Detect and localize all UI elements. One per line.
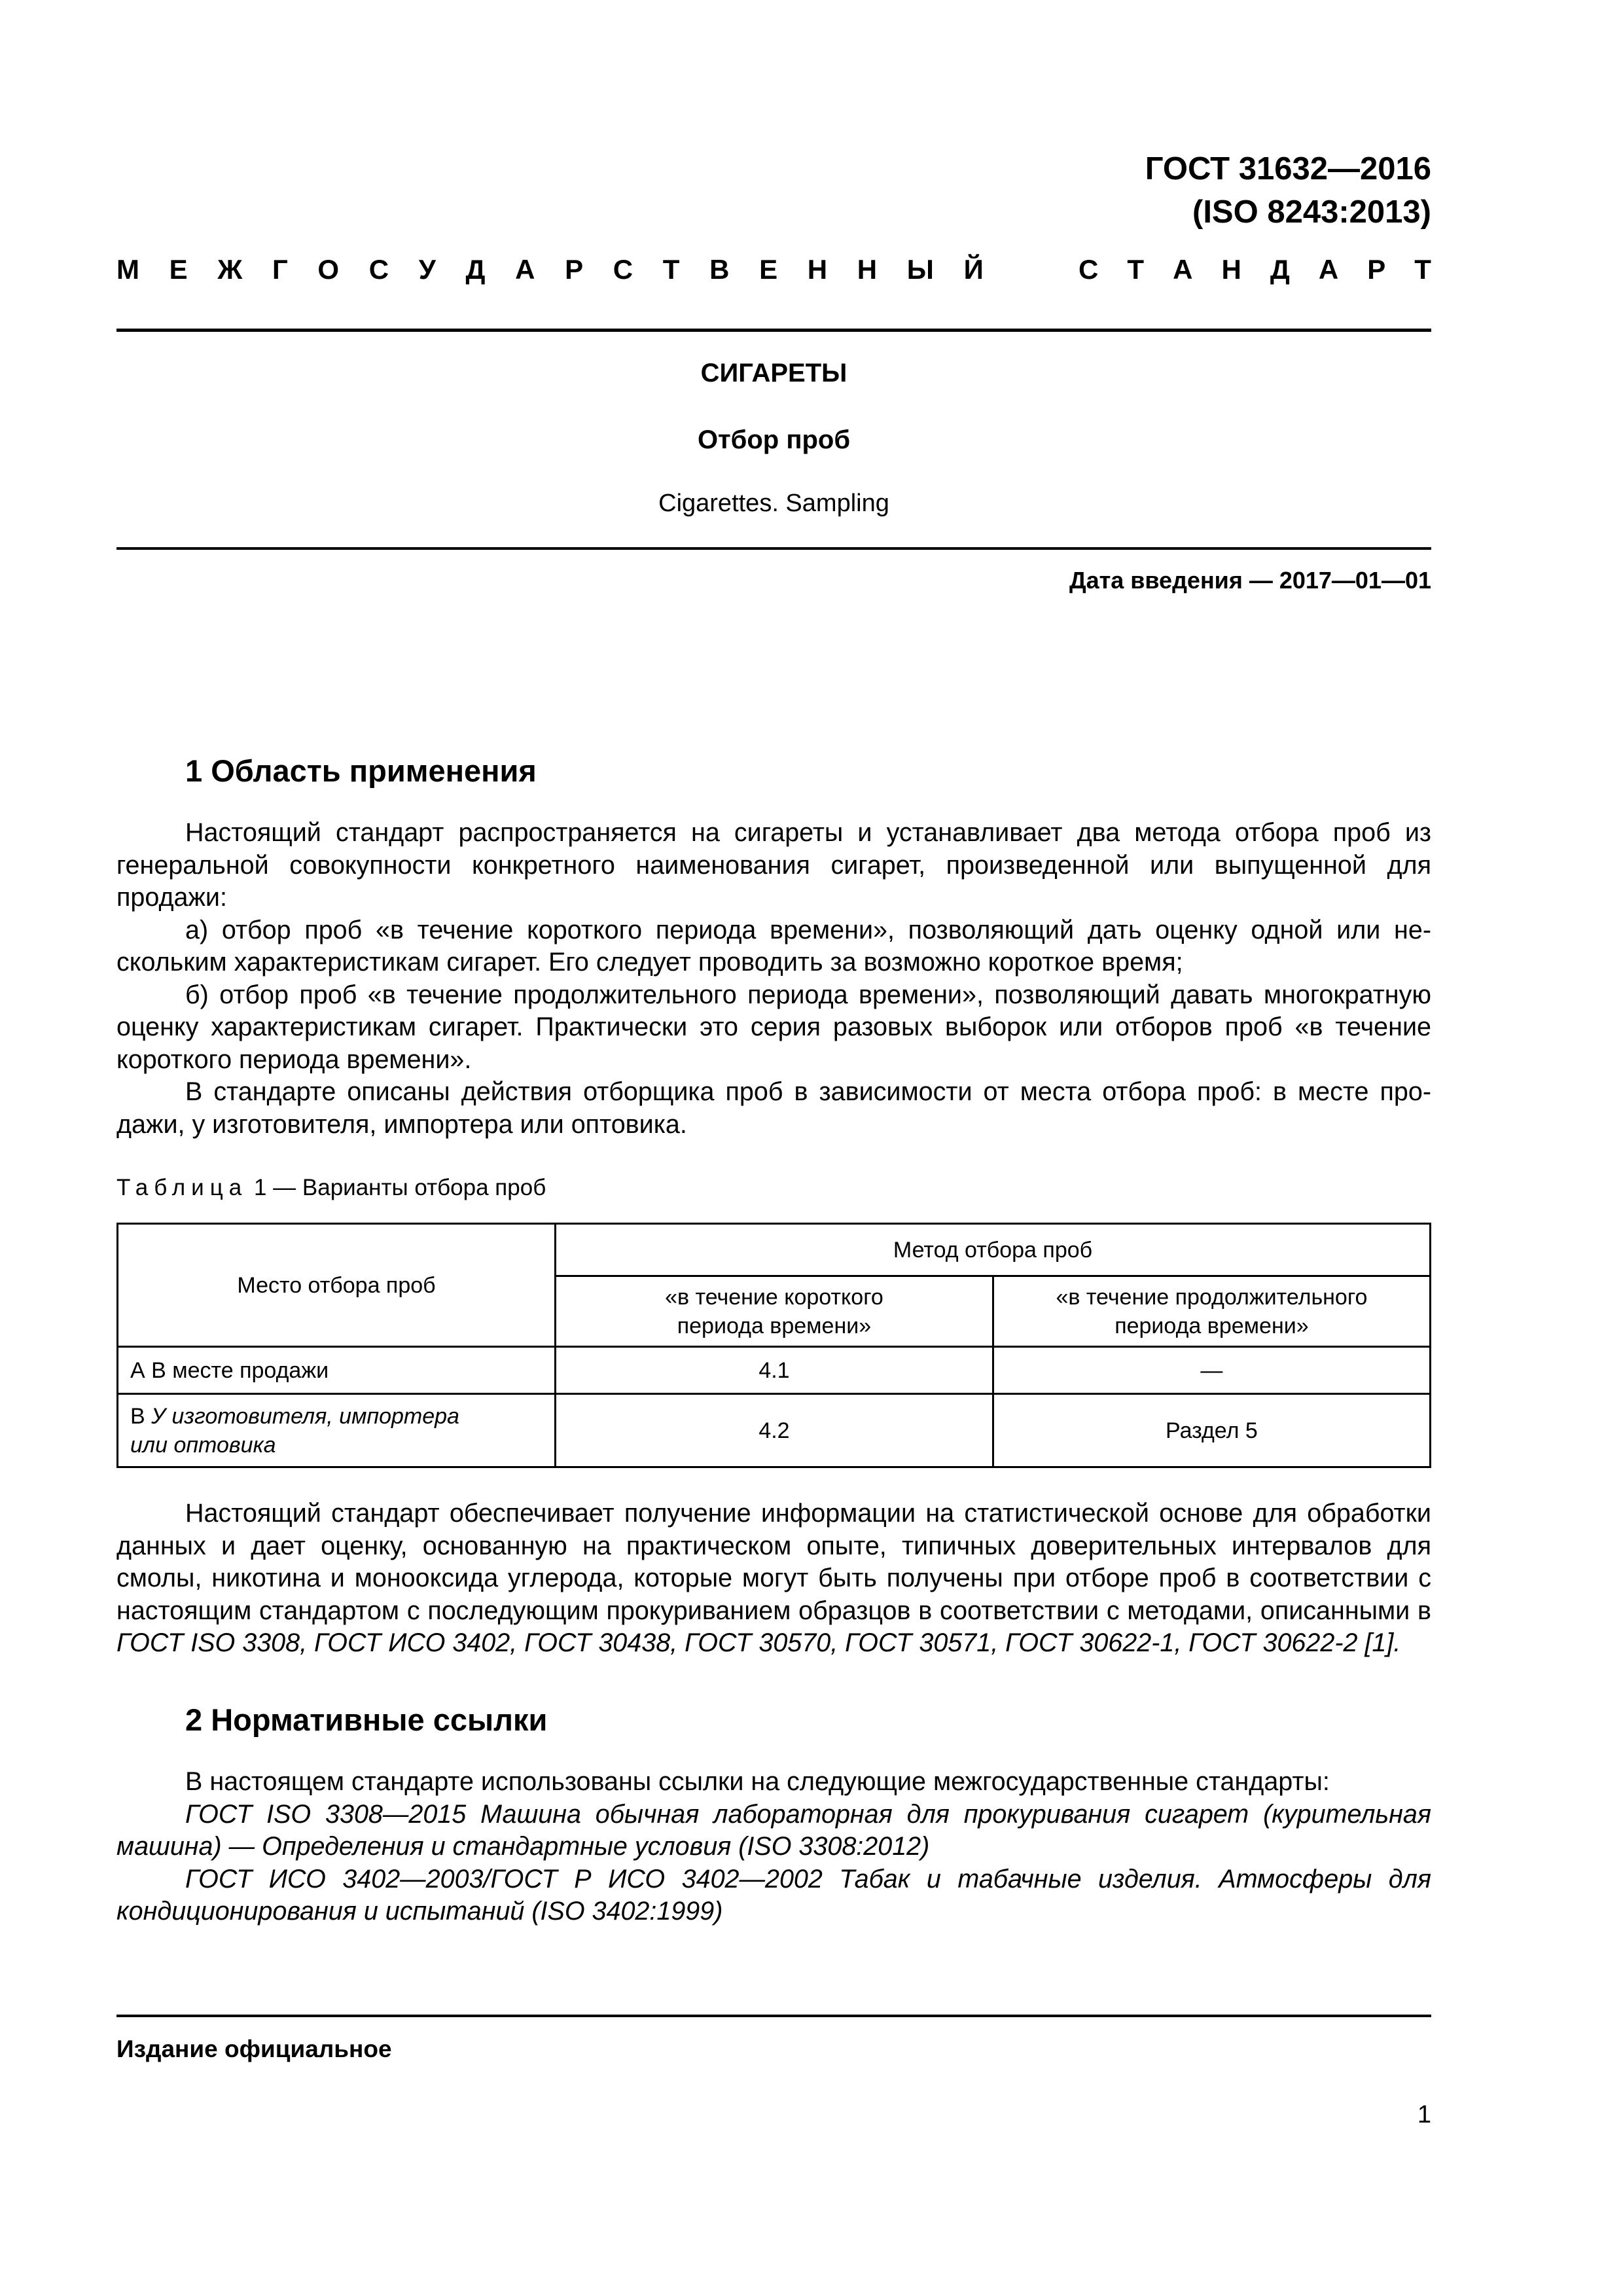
official-edition-label: Издание официальное <box>116 2036 392 2062</box>
document-title: СИГАРЕТЫ <box>700 359 847 387</box>
table-caption-word: Таблица <box>116 1175 248 1200</box>
conclusion-references: ГОСТ ISO 3308, ГОСТ ИСО 3402, ГОСТ 30438, ГОСТ 30570, ГОСТ 30571, ГОСТ 30622-1, ГОСТ 30622-2 [1]. <box>116 1628 1401 1657</box>
section-2-body <box>116 1766 1431 1928</box>
footer-rule <box>116 2015 1431 2017</box>
conclusion-text: Настоящий стандарт обеспечивает получение информации на статистической основе для обработки данных и дает оценку, основанную на практическом опыте, типичных доверительных интервалов для смолы, никотина и монооксида углерода, которые могут быть получены при отборе проб в соответствии с настоящим стандартом с последующим прокуриванием образцов в соответствии с методами, описанными в <box>116 1499 1431 1625</box>
short-period-cell: 4.2 <box>556 1394 993 1467</box>
header-method: Метод отбора проб <box>556 1224 1431 1276</box>
long-period-cell: — <box>993 1347 1430 1394</box>
table-row <box>118 1394 1431 1467</box>
interstate-standard-header <box>116 254 1431 293</box>
header-rule <box>116 329 1431 332</box>
list-item: а) отбор проб «в течение короткого периода времени», позволяющий дать оценку одной или нескольким характеристикам сигарет. Его следует проводить за возможно короткое время; <box>116 915 1431 977</box>
reference-item: ГОСТ ISO 3308—2015 Машина обычная лабораторная для прокуривания сигарет (курительная машина) — Определения и стандартные условия (ISO 3308:2012) <box>116 1799 1431 1861</box>
paragraph: В настоящем стандарте использованы ссылки на следующие межгосударственные стандарты: <box>185 1767 1330 1796</box>
table-header-row <box>118 1224 1431 1276</box>
document-subtitle: Отбор проб <box>697 425 851 454</box>
header-long-period: «в течение продолжительного периода времени» <box>993 1276 1430 1347</box>
standard-number: ГОСТ 31632—2016 <box>1145 151 1431 187</box>
reference-item: ГОСТ ИСО 3402—2003/ГОСТ Р ИСО 3402—2002 Табак и табачные изделия. Атмосферы для кондиционирования и испытаний (ISO 3402:1999) <box>116 1864 1431 1926</box>
list-item: б) отбор проб «в течение продолжительного периода времени», позволяющий давать многократную оценку характеристикам сигарет. Практически это серия разовых выборок или отборов проб «в течение короткого периода времени». <box>116 980 1431 1074</box>
long-period-cell: Раздел 5 <box>993 1394 1430 1467</box>
header-short-period: «в течение короткого периода времени» <box>556 1276 993 1347</box>
standard-word: С Т А Н Д А Р Т <box>1079 254 1431 285</box>
header-place: Место отбора проб <box>118 1224 556 1347</box>
place-cell: А В месте продажи <box>118 1347 556 1394</box>
paragraph: Настоящий стандарт распространяется на сигареты и устанавливает два метода отбора проб из генеральной совокупности конкретного наименования сигарет, произведенной или выпущенной для продажи: <box>116 818 1431 912</box>
standard-number-block <box>1145 147 1431 234</box>
page-number: 1 <box>1417 2101 1431 2128</box>
introduction-date: Дата введения — 2017—01—01 <box>1069 567 1431 594</box>
iso-reference: (ISO 8243:2013) <box>1192 194 1431 230</box>
short-period-cell: 4.1 <box>556 1347 993 1394</box>
table-caption-text: 1 — Варианты отбора проб <box>253 1175 546 1200</box>
place-cell: В У изготовителя, импортера или оптовика <box>118 1394 556 1467</box>
section-2-heading: 2 Нормативные ссылки <box>185 1702 548 1737</box>
table-caption <box>116 1175 546 1201</box>
title-rule <box>116 547 1431 550</box>
section-1-body <box>116 817 1431 1141</box>
table-row <box>118 1347 1431 1394</box>
english-title: Cigarettes. Sampling <box>658 490 889 517</box>
interstate-word: М Е Ж Г О С У Д А Р С Т В Е Н Н Ы Й <box>116 254 984 285</box>
section-1-conclusion <box>116 1498 1431 1660</box>
paragraph: В стандарте описаны действия отборщика проб в зависимости от места отбора проб: в месте продажи, у изготовителя, импортера или оптовика. <box>116 1077 1431 1139</box>
sampling-variants-table <box>116 1223 1431 1468</box>
section-1-heading: 1 Область применения <box>185 753 537 788</box>
